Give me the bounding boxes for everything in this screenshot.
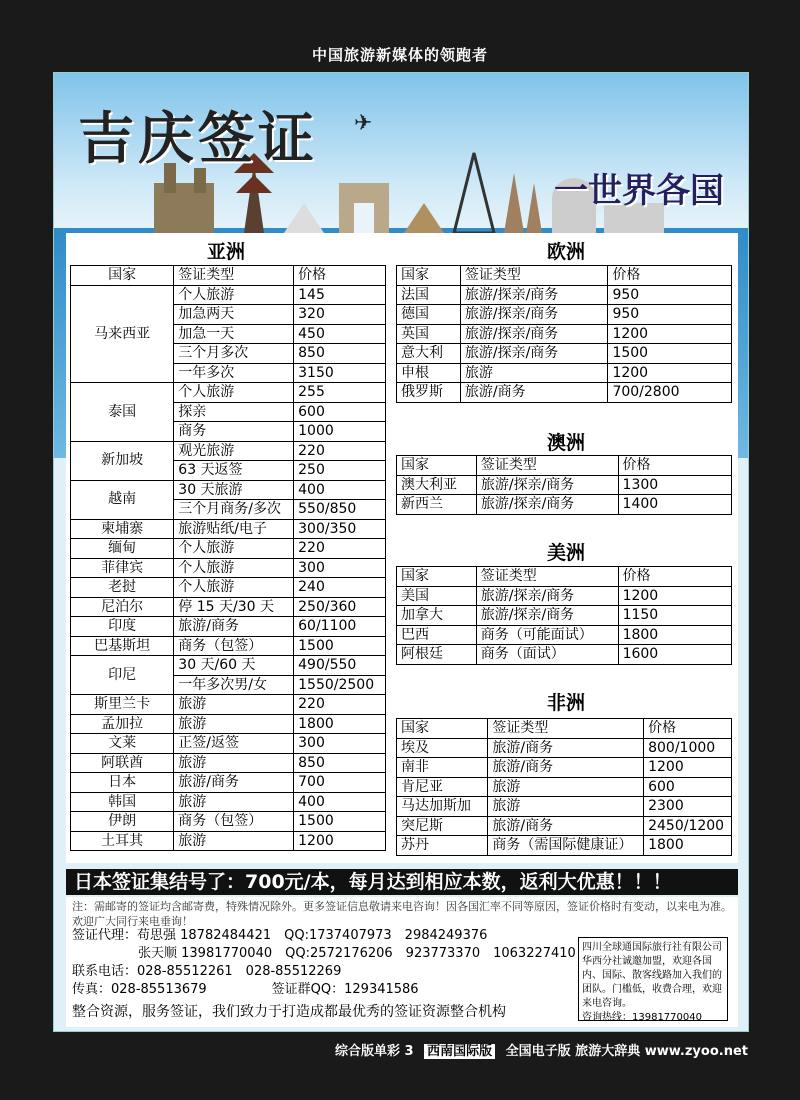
table-row	[397, 324, 732, 344]
header-type: 签证类型	[174, 266, 294, 286]
type-cell: 观光旅游	[174, 441, 294, 461]
price-cell: 1200	[608, 324, 732, 344]
edition-label: 综合版单彩 3	[335, 1044, 414, 1059]
price-cell: 1200	[608, 363, 732, 383]
header-price: 价格	[618, 567, 731, 587]
type-cell: 三个月多次	[174, 344, 294, 364]
header-country: 国家	[397, 719, 488, 739]
mission-statement: 整合资源，服务签证，我们致力于打造成都最优秀的签证资源整合机构	[72, 1004, 506, 1020]
price-cell: 145	[294, 285, 386, 305]
price-cell: 240	[294, 578, 386, 598]
price-cell: 1800	[618, 625, 731, 645]
table-row	[71, 792, 386, 812]
header-type: 签证类型	[460, 266, 608, 286]
price-cell: 1000	[294, 422, 386, 442]
country-cell: 日本	[71, 773, 174, 793]
type-cell: 加急一天	[174, 324, 294, 344]
table-row	[71, 441, 386, 461]
price-cell: 220	[294, 539, 386, 559]
table-row	[71, 597, 386, 617]
type-cell: 旅游	[174, 792, 294, 812]
price-cell: 850	[294, 753, 386, 773]
price-cell: 300	[294, 558, 386, 578]
type-cell: 商务（包签）	[174, 636, 294, 656]
header-country: 国家	[397, 266, 461, 286]
type-cell: 旅游/探亲/商务	[476, 495, 618, 515]
country-cell: 德国	[397, 305, 461, 325]
agent-line-1: 签证代理：苟思强 18782484421 QQ:1737407973 2984249376	[72, 928, 488, 943]
price-cell: 490/550	[294, 656, 386, 676]
country-cell: 意大利	[397, 344, 461, 364]
table-row	[397, 625, 732, 645]
price-cell: 850	[294, 344, 386, 364]
type-cell: 个人旅游	[174, 578, 294, 598]
price-cell: 1500	[294, 812, 386, 832]
table-row	[71, 714, 386, 734]
table-row	[397, 738, 732, 758]
price-cell: 2300	[644, 797, 732, 817]
country-cell: 突尼斯	[397, 816, 488, 836]
type-cell: 正签/返签	[174, 734, 294, 754]
type-cell: 探亲	[174, 402, 294, 422]
table-row	[71, 734, 386, 754]
africa-heading: 非洲	[546, 692, 585, 714]
country-cell: 马来西亚	[71, 285, 174, 383]
type-cell: 旅游/探亲/商务	[460, 285, 608, 305]
price-cell: 450	[294, 324, 386, 344]
price-cell: 600	[294, 402, 386, 422]
country-cell: 韩国	[71, 792, 174, 812]
type-cell: 商务（可能面试）	[476, 625, 618, 645]
franchise-text: 四川全球通国际旅行社有限公司华西分社诚邀加盟，欢迎各国内、国际、散客线路加入我们的团队。门槛低，收费合理，欢迎来电咨询。	[582, 942, 722, 1009]
country-cell: 文莱	[71, 734, 174, 754]
country-cell: 孟加拉	[71, 714, 174, 734]
oceania-price-table	[396, 455, 732, 515]
type-cell: 旅游贴纸/电子	[174, 519, 294, 539]
price-cell: 1200	[294, 831, 386, 851]
price-cell: 1500	[294, 636, 386, 656]
type-cell: 旅游/商务	[488, 738, 644, 758]
country-cell: 法国	[397, 285, 461, 305]
table-row	[397, 495, 732, 515]
table-header-row	[397, 456, 732, 476]
top-tagline: 中国旅游新媒体的领跑者	[311, 46, 488, 64]
header-type: 签证类型	[476, 456, 618, 476]
type-cell: 旅游	[174, 714, 294, 734]
table-header-row	[71, 266, 386, 286]
country-cell: 肯尼亚	[397, 777, 488, 797]
table-row	[71, 695, 386, 715]
fax-qq-line: 传真：028-85513679 签证群QQ：129341586	[72, 982, 419, 997]
pricing-note: 注：需邮寄的签证均含邮寄费，特殊情况除外。更多签证信息敬请来电咨询！因各国汇率不同等原因，签证价格时有变动，以来电为准。欢迎广大同行来电垂询！	[72, 900, 732, 928]
type-cell: 63 天返签	[174, 461, 294, 481]
price-cell: 1550/2500	[294, 675, 386, 695]
type-cell: 加急两天	[174, 305, 294, 325]
type-cell: 旅游/探亲/商务	[460, 305, 608, 325]
price-cell: 550/850	[294, 500, 386, 520]
country-cell: 美国	[397, 586, 477, 606]
type-cell: 旅游/商务	[460, 383, 608, 403]
type-cell: 30 天/60 天	[174, 656, 294, 676]
price-cell: 700	[294, 773, 386, 793]
price-cell: 60/1100	[294, 617, 386, 637]
poster-title: 吉庆签证	[78, 107, 318, 172]
header-type: 签证类型	[488, 719, 644, 739]
table-header-row	[397, 567, 732, 587]
country-cell: 巴西	[397, 625, 477, 645]
table-row	[397, 344, 732, 364]
country-cell: 加拿大	[397, 606, 477, 626]
table-row	[71, 285, 386, 305]
table-row	[397, 836, 732, 856]
type-cell: 一年多次男/女	[174, 675, 294, 695]
type-cell: 个人旅游	[174, 558, 294, 578]
country-cell: 阿根廷	[397, 645, 477, 665]
europe-price-table	[396, 265, 732, 403]
price-cell: 2450/1200	[644, 816, 732, 836]
table-row	[397, 758, 732, 778]
table-row	[71, 480, 386, 500]
type-cell: 停 15 天/30 天	[174, 597, 294, 617]
america-heading: 美洲	[546, 542, 585, 564]
price-cell: 250	[294, 461, 386, 481]
bottom-credit	[335, 1040, 748, 1059]
country-cell: 马达加斯加	[397, 797, 488, 817]
table-row	[397, 586, 732, 606]
price-cell: 1400	[618, 495, 731, 515]
table-row	[71, 812, 386, 832]
type-cell: 个人旅游	[174, 539, 294, 559]
country-cell: 澳大利亚	[397, 475, 477, 495]
type-cell: 商务	[174, 422, 294, 442]
type-cell: 旅游	[488, 797, 644, 817]
price-cell: 255	[294, 383, 386, 403]
price-cell: 300/350	[294, 519, 386, 539]
table-row	[71, 753, 386, 773]
country-cell: 埃及	[397, 738, 488, 758]
price-cell: 950	[608, 285, 732, 305]
price-cell: 1150	[618, 606, 731, 626]
phone-line: 联系电话：028-85512261 028-85512269	[72, 964, 342, 979]
table-row	[71, 539, 386, 559]
table-row	[71, 578, 386, 598]
type-cell: 30 天旅游	[174, 480, 294, 500]
price-cell: 1500	[608, 344, 732, 364]
country-cell: 泰国	[71, 383, 174, 442]
table-row	[397, 797, 732, 817]
asia-heading: 亚洲	[206, 241, 245, 263]
africa-price-table	[396, 718, 732, 856]
price-cell: 1200	[618, 586, 731, 606]
table-row	[397, 816, 732, 836]
country-cell: 南非	[397, 758, 488, 778]
table-row	[71, 558, 386, 578]
europe-heading: 欧洲	[546, 241, 585, 263]
table-row	[397, 475, 732, 495]
franchise-hotline: 咨询热线：13981770040	[582, 1012, 702, 1023]
type-cell: 旅游	[174, 831, 294, 851]
price-cell: 320	[294, 305, 386, 325]
header-price: 价格	[294, 266, 386, 286]
airplane-icon: ✈	[354, 111, 373, 136]
price-cell: 600	[644, 777, 732, 797]
type-cell: 一年多次	[174, 363, 294, 383]
table-row	[71, 831, 386, 851]
price-cell: 220	[294, 441, 386, 461]
type-cell: 三个月商务/多次	[174, 500, 294, 520]
type-cell: 商务（包签）	[174, 812, 294, 832]
country-cell: 伊朗	[71, 812, 174, 832]
type-cell: 旅游	[460, 363, 608, 383]
price-cell: 3150	[294, 363, 386, 383]
country-cell: 新西兰	[397, 495, 477, 515]
america-price-table	[396, 566, 732, 665]
price-cell: 950	[608, 305, 732, 325]
edition-badge: 西南国际版	[424, 1044, 495, 1059]
country-cell: 苏丹	[397, 836, 488, 856]
price-cell: 1300	[618, 475, 731, 495]
table-header-row	[397, 266, 732, 286]
country-cell: 土耳其	[71, 831, 174, 851]
contact-footer	[66, 897, 738, 1027]
table-row	[71, 617, 386, 637]
country-cell: 英国	[397, 324, 461, 344]
price-cell: 700/2800	[608, 383, 732, 403]
header-price: 价格	[644, 719, 732, 739]
table-row	[397, 645, 732, 665]
table-row	[71, 519, 386, 539]
table-row	[397, 606, 732, 626]
oceania-heading: 澳洲	[546, 432, 585, 454]
table-row	[397, 305, 732, 325]
table-header-row	[397, 719, 732, 739]
table-row	[71, 383, 386, 403]
type-cell: 商务（面试）	[476, 645, 618, 665]
type-cell: 个人旅游	[174, 285, 294, 305]
type-cell: 旅游/探亲/商务	[476, 586, 618, 606]
type-cell: 商务（需国际健康证）	[488, 836, 644, 856]
country-cell: 巴基斯坦	[71, 636, 174, 656]
header-country: 国家	[397, 456, 477, 476]
japan-promo-banner: 日本签证集结号了：700元/本，每月达到相应本数，返利大优惠！！！	[66, 869, 738, 895]
price-cell: 400	[294, 480, 386, 500]
type-cell: 旅游	[174, 695, 294, 715]
price-cell: 1800	[644, 836, 732, 856]
price-cell: 300	[294, 734, 386, 754]
country-cell: 柬埔寨	[71, 519, 174, 539]
type-cell: 旅游/探亲/商务	[476, 475, 618, 495]
type-cell: 旅游	[174, 753, 294, 773]
asia-price-table	[70, 265, 386, 851]
price-tables-area	[66, 233, 738, 863]
country-cell: 缅甸	[71, 539, 174, 559]
header-country: 国家	[71, 266, 174, 286]
price-cell: 250/360	[294, 597, 386, 617]
type-cell: 旅游/商务	[488, 816, 644, 836]
header-price: 价格	[608, 266, 732, 286]
price-cell: 800/1000	[644, 738, 732, 758]
price-cell: 400	[294, 792, 386, 812]
country-cell: 印度	[71, 617, 174, 637]
price-cell: 1800	[294, 714, 386, 734]
table-row	[397, 383, 732, 403]
country-cell: 菲律宾	[71, 558, 174, 578]
type-cell: 旅游/商务	[488, 758, 644, 778]
type-cell: 旅游/探亲/商务	[460, 344, 608, 364]
price-cell: 220	[294, 695, 386, 715]
franchise-box	[578, 937, 728, 1021]
type-cell: 旅游/探亲/商务	[476, 606, 618, 626]
header-type: 签证类型	[476, 567, 618, 587]
price-cell: 1600	[618, 645, 731, 665]
visa-poster	[53, 72, 749, 1032]
type-cell: 个人旅游	[174, 383, 294, 403]
table-row	[71, 636, 386, 656]
price-cell: 1200	[644, 758, 732, 778]
agent-line-2: 张天顺 13981770040 QQ:2572176206 923773370 1063227410	[138, 946, 576, 961]
table-row	[397, 363, 732, 383]
country-cell: 阿联酋	[71, 753, 174, 773]
table-row	[71, 773, 386, 793]
poster-subtitle: 一世界各国	[554, 171, 724, 211]
table-row	[71, 656, 386, 676]
type-cell: 旅游/探亲/商务	[460, 324, 608, 344]
country-cell: 老挝	[71, 578, 174, 598]
table-row	[397, 285, 732, 305]
country-cell: 新加坡	[71, 441, 174, 480]
table-row	[397, 777, 732, 797]
website-label: 全国电子版 旅游大辞典 www.zyoo.net	[505, 1044, 748, 1059]
country-cell: 尼泊尔	[71, 597, 174, 617]
header-country: 国家	[397, 567, 477, 587]
type-cell: 旅游/商务	[174, 773, 294, 793]
header-price: 价格	[618, 456, 731, 476]
type-cell: 旅游/商务	[174, 617, 294, 637]
country-cell: 俄罗斯	[397, 383, 461, 403]
country-cell: 斯里兰卡	[71, 695, 174, 715]
type-cell: 旅游	[488, 777, 644, 797]
country-cell: 越南	[71, 480, 174, 519]
country-cell: 印尼	[71, 656, 174, 695]
country-cell: 申根	[397, 363, 461, 383]
